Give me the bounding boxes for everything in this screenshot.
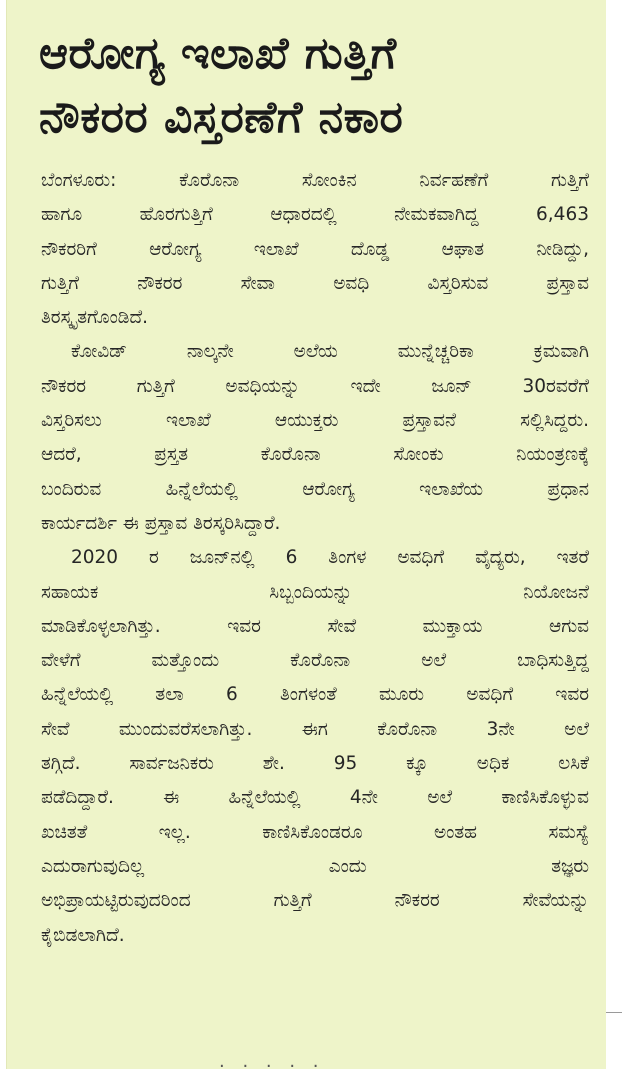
headline-line-2: ನೌಕರರ ವಿಸ್ತರಣೆಗೆ ನಕಾರ xyxy=(39,92,404,143)
text-line: ಆದರೆ, ಪ್ರಸ್ತತ ಕೊರೊನಾ ಸೋಂಕು ನಿಯಂತ್ರಣಕ್ಕೆ xyxy=(41,444,589,466)
text-line: ಖಚಿತತೆ ಇಲ್ಲ. ಕಾಣಿಸಿಕೊಂಡರೂ ಅಂತಹ ಸಮಸ್ಯೆ xyxy=(41,821,589,843)
text-line: ಕಾರ್ಯದರ್ಶಿ ಈ ಪ್ರಸ್ತಾವ ತಿರಸ್ಕರಿಸಿದ್ದಾರೆ. xyxy=(41,512,281,534)
text-line: ಕೋವಿಡ್ ನಾಲ್ಕನೇ ಅಲೆಯ ಮುನ್ನೆಚ್ಚರಿಕಾ ಕ್ರಮವಾಗಿ xyxy=(71,341,589,363)
text-line: ತಗ್ಗಿದೆ. ಸಾರ್ವಜನಿಕರು ಶೇ. 95 ಕ್ಕೂ ಅಧಿಕ ಲಸಿಕೆ xyxy=(41,753,589,775)
cropped-next-article-text: · · · · · xyxy=(219,1058,325,1069)
text-line: ಮಾಡಿಕೊಳ್ಳಲಾಗಿತ್ತು. ಇವರ ಸೇವೆ ಮುಕ್ತಾಯ ಆಗುವ xyxy=(41,615,589,637)
paragraph-2 xyxy=(41,335,589,541)
text-line: 2020 ರ ಜೂನ್‌ನಲ್ಲಿ 6 ತಿಂಗಳ ಅವಧಿಗೆ ವೈದ್ಯರು, ಇತರೆ xyxy=(71,547,589,569)
text-line: ಸಹಾಯಕ ಸಿಬ್ಬಂದಿಯನ್ನು ನಿಯೋಜನೆ xyxy=(41,581,589,603)
text-line: ವಿಸ್ತರಿಸಲು ಇಲಾಖೆ ಆಯುಕ್ತರು ಪ್ರಸ್ತಾವನೆ ಸಲ್ಲಿಸಿದ್ದರು. xyxy=(41,410,589,432)
text-line: ವೇಳೆಗೆ ಮತ್ತೊಂದು ಕೊರೊನಾ ಅಲೆ ಬಾಧಿಸುತ್ತಿದ್ದ xyxy=(41,650,589,672)
headline-line-1: ಆರೋಗ್ಯ ಇಲಾಖೆ ಗುತ್ತಿಗೆ xyxy=(39,28,397,79)
text-line: ಕೈಬಿಡಲಾಗಿದೆ. xyxy=(41,924,125,946)
text-line: ಬಂದಿರುವ ಹಿನ್ನೆಲೆಯಲ್ಲಿ ಆರೋಗ್ಯ ಇಲಾಖೆಯ ಪ್ರಧಾನ xyxy=(41,478,589,500)
text-line: ನೌಕರರ ಗುತ್ತಿಗೆ ಅವಧಿಯನ್ನು ಇದೇ ಜೂನ್ 30ರವರೆಗೆ xyxy=(41,375,589,397)
text-line: ಗುತ್ತಿಗೆ ನೌಕರರ ಸೇವಾ ಅವಧಿ ವಿಸ್ತರಿಸುವ ಪ್ರಸ್ತಾವ xyxy=(41,272,589,294)
text-line: ನೌಕರರಿಗೆ ಆರೋಗ್ಯ ಇಲಾಖೆ ದೊಡ್ಡ ಆಘಾತ ನೀಡಿದ್ದು, xyxy=(41,238,589,260)
text-line: ತಿರಸ್ಕೃತಗೊಂಡಿದೆ. xyxy=(41,307,149,329)
headline xyxy=(39,22,599,150)
article-body xyxy=(41,164,589,953)
text-line: ಪಡೆದಿದ್ದಾರೆ. ಈ ಹಿನ್ನೆಲೆಯಲ್ಲಿ 4ನೇ ಅಲೆ ಕಾಣಿಸಿಕೊಳ್ಳುವ xyxy=(41,787,589,809)
text-line: ಸೇವೆ ಮುಂದುವರೆಸಲಾಗಿತ್ತು. ಈಗ ಕೊರೊನಾ 3ನೇ ಅಲೆ xyxy=(41,718,589,740)
text-line: ಎದುರಾಗುವುದಿಲ್ಲ ಎಂದು ತಜ್ಞರು xyxy=(41,855,589,877)
paragraph-3 xyxy=(41,541,589,953)
newspaper-clipping xyxy=(6,0,606,1069)
paragraph-1 xyxy=(41,164,589,335)
text-line: ಅಭಿಪ್ರಾಯಟ್ಟಿರುವುದರಿಂದ ಗುತ್ತಿಗೆ ನೌಕರರ ಸೇವೆಯನ್ನು xyxy=(41,890,589,912)
text-line: ಹಿನ್ನೆಲೆಯಲ್ಲಿ ತಲಾ 6 ತಿಂಗಳಂತೆ ಮೂರು ಅವಧಿಗೆ ಇವರ xyxy=(41,684,589,706)
text-line: ಹಾಗೂ ಹೊರಗುತ್ತಿಗೆ ಆಧಾರದಲ್ಲಿ ನೇಮಕವಾಗಿದ್ದ 6,463 xyxy=(41,204,589,226)
text-line: ಬೆಂಗಳೂರು: ಕೊರೊನಾ ಸೋಂಕಿನ ನಿರ್ವಹಣೆಗೆ ಗುತ್ತಿಗೆ xyxy=(41,170,589,191)
column-rule xyxy=(606,1012,622,1013)
